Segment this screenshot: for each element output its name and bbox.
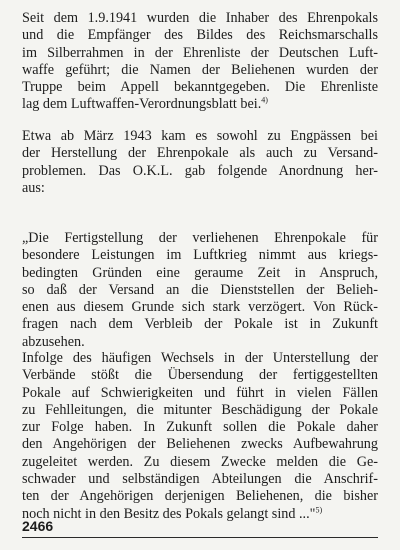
text-line: Seit dem 1.9.1941 wurden die Inhaber des Ehrenpokals bbox=[22, 10, 378, 26]
text-line: enen aus diesem Grunde sich stark verzögert. Von Rück- bbox=[22, 299, 378, 316]
footer-rule bbox=[22, 537, 378, 538]
quote-paragraph-fertigstellung bbox=[22, 230, 378, 351]
footnote-marker: 4) bbox=[261, 95, 268, 105]
text-line: lag dem Luftwaffen-Verordnungsblatt bei. bbox=[22, 96, 262, 113]
text-line: noch nicht in den Besitz des Pokals gelangt sind ..." bbox=[22, 505, 316, 522]
text-line: der Herstellung der Ehrenpokale als auch zu Versand- bbox=[22, 145, 378, 162]
text-line: problemen. Das O.K.L. gab folgende Anordnung her- bbox=[22, 162, 378, 179]
text-line-with-footnote bbox=[22, 506, 378, 523]
text-line: bedingten Gründen eine geraume Zeit in Anspruch, bbox=[22, 264, 378, 281]
text-line: den Angehörigen der Beliehenen zwecks Aufbewahrung bbox=[22, 436, 378, 453]
page-number: 2466 bbox=[22, 518, 54, 534]
paragraph-ehrenliste bbox=[22, 10, 378, 114]
text-line: zur Folge haben. In Zukunft sollen die Pokale daher bbox=[22, 419, 378, 436]
text-line: zugeleitet werden. Zu diesem Zwecke melden die Ge- bbox=[22, 453, 378, 470]
text-line: aus: bbox=[22, 179, 45, 196]
text-line: schwader und selbständigen Abteilungen die Anschrif- bbox=[22, 471, 378, 488]
text-line: „Die Fertigstellung der verliehenen Ehrenpokale für bbox=[22, 230, 378, 246]
text-line: im Silberrahmen in der Ehrenliste der Deutschen Luft- bbox=[22, 44, 378, 61]
text-line: Verbände stößt die Übersendung der fertiggestellten bbox=[22, 367, 378, 384]
text-line: zu Fehlleitungen, die mitunter Beschädigung der Pokale bbox=[22, 401, 378, 418]
text-line: Infolge des häufigen Wechsels in der Unterstellung der bbox=[22, 350, 378, 366]
text-line: und die Empfänger des Bildes des Reichsmarschalls bbox=[22, 27, 378, 44]
text-line: so daß der Versand an die Dienststellen der Belieh- bbox=[22, 281, 378, 298]
text-line: besondere Leistungen im Luftkrieg nimmt aus kriegs- bbox=[22, 247, 378, 264]
text-line: Truppe beim Appell bekanntgegeben. Die Ehrenliste bbox=[22, 79, 378, 96]
text-line: Pokale auf Schwierigkeiten und führt in vielen Fällen bbox=[22, 384, 378, 401]
paragraph-engpaesse bbox=[22, 128, 378, 197]
text-line: waffe geführt; die Namen der Beliehenen wurden der bbox=[22, 61, 378, 78]
text-line: abzusehen. bbox=[22, 333, 85, 350]
text-line: fragen nach dem Verbleib der Pokale ist in Zukunft bbox=[22, 316, 378, 333]
quote-paragraph-uebersendung bbox=[22, 350, 378, 523]
text-line: Etwa ab März 1943 kam es sowohl zu Engpässen bei bbox=[22, 128, 378, 144]
footnote-marker: 5) bbox=[315, 504, 323, 514]
text-line: ten der Angehörigen derjenigen Beliehenen, die bisher bbox=[22, 488, 378, 505]
text-line-with-footnote bbox=[22, 96, 378, 113]
